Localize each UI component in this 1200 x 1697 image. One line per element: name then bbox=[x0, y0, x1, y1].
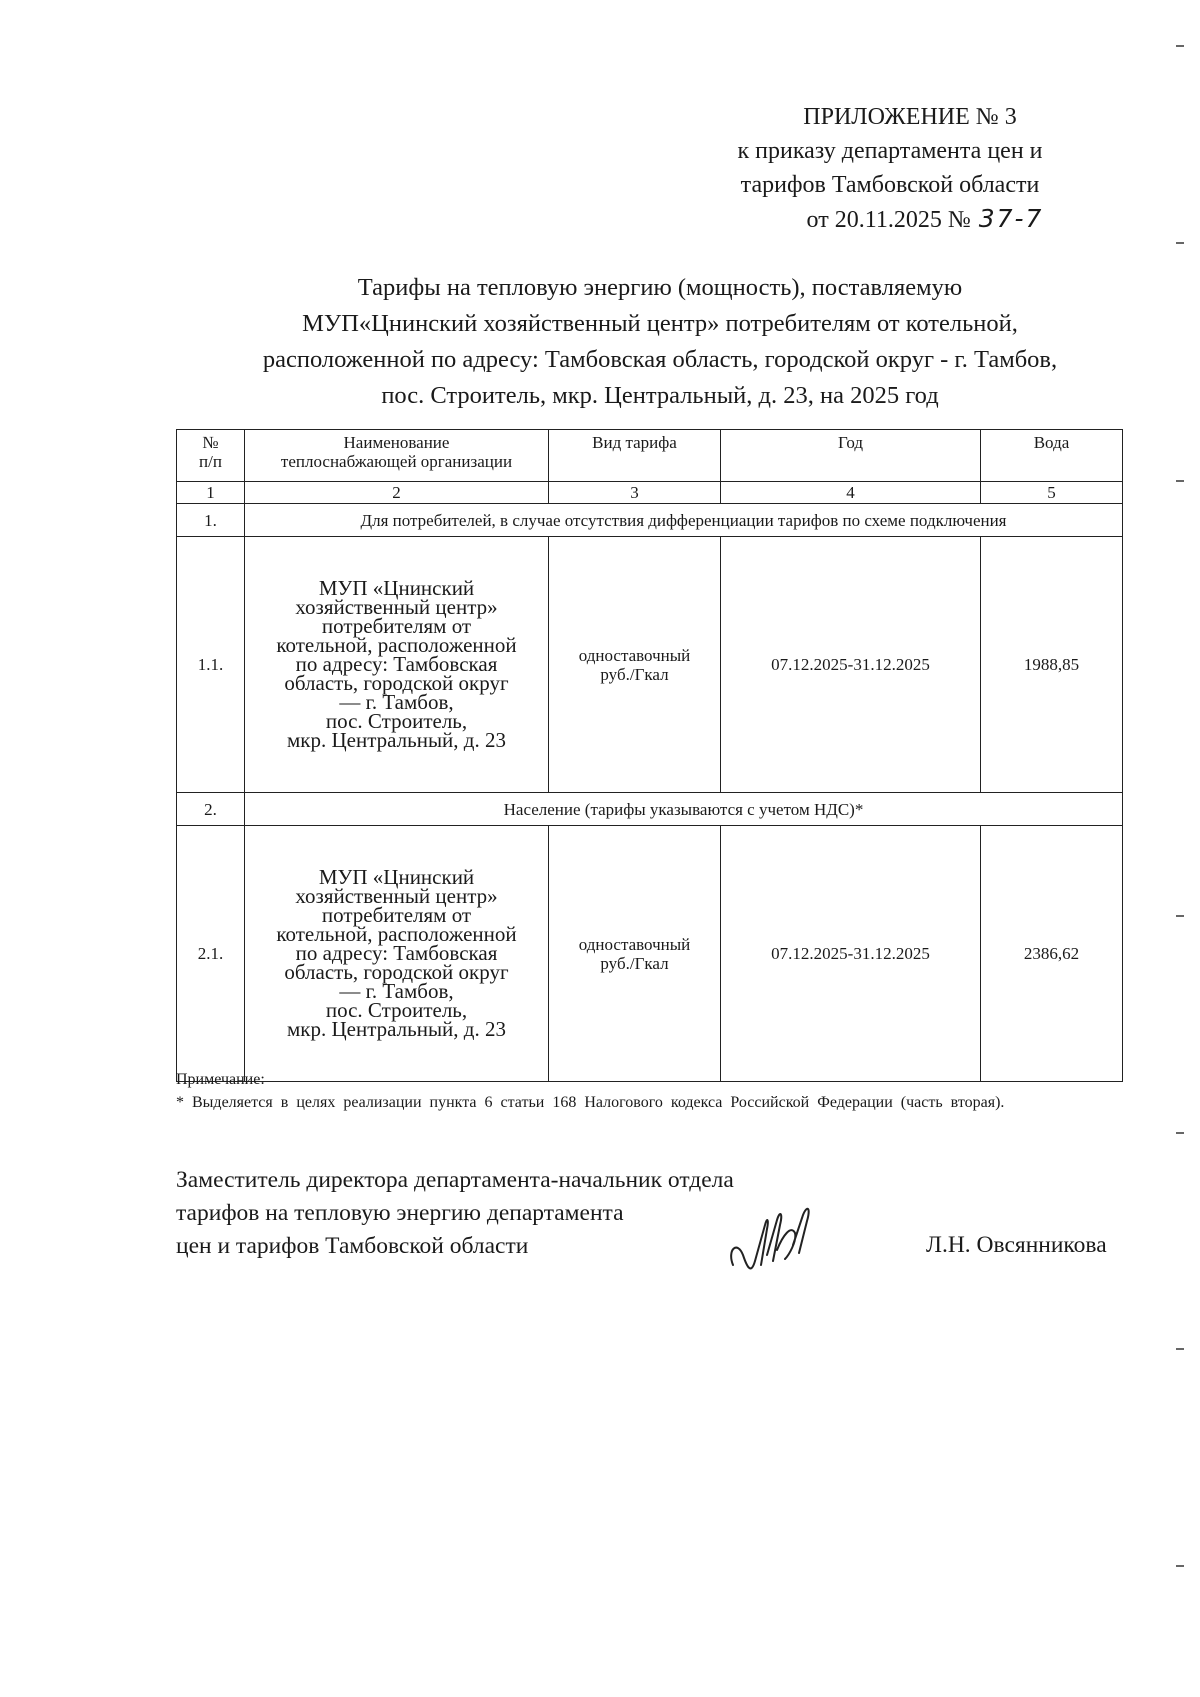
position-line-3: цен и тарифов Тамбовской области bbox=[176, 1233, 529, 1259]
tariff-type bbox=[549, 537, 721, 793]
position-line-1: Заместитель директора департамента-начальник отдела bbox=[176, 1167, 734, 1193]
table-group-row-2 bbox=[177, 793, 1123, 826]
org-line: потребителям от bbox=[321, 903, 472, 927]
org-line: хозяйственный центр» bbox=[295, 595, 498, 619]
scan-speck bbox=[1176, 45, 1184, 47]
tariff-table bbox=[176, 429, 1123, 1082]
table-row bbox=[177, 826, 1123, 1082]
org-line: хозяйственный центр» bbox=[295, 884, 498, 908]
org-line: по адресу: Тамбовская bbox=[295, 652, 498, 676]
order-number-handwritten: 37-7 bbox=[978, 204, 1044, 233]
tariff-type-line-1: одноставочный bbox=[578, 645, 691, 665]
tariff-unit: руб./Гкал bbox=[600, 664, 669, 684]
org-line: котельной, расположенной bbox=[276, 922, 517, 946]
header-value: Вода bbox=[981, 430, 1123, 482]
handwritten-signature bbox=[725, 1195, 835, 1285]
org-line: — г. Тамбов, bbox=[339, 979, 454, 1003]
order-date-text: от 20.11.2025 № bbox=[806, 207, 971, 233]
organization-name bbox=[245, 826, 549, 1082]
scan-speck bbox=[1176, 1132, 1184, 1134]
appendix-title: ПРИЛОЖЕНИЕ № 3 bbox=[803, 104, 1017, 130]
org-line: область, городской округ bbox=[284, 960, 509, 984]
group-num: 1. bbox=[177, 504, 245, 537]
org-line: — г. Тамбов, bbox=[339, 690, 454, 714]
row-num: 1.1. bbox=[177, 537, 245, 793]
table-header-row bbox=[177, 430, 1123, 482]
group-num: 2. bbox=[177, 793, 245, 826]
header-tariff-type: Вид тарифа bbox=[549, 430, 721, 482]
org-line: мкр. Центральный, д. 23 bbox=[287, 1017, 506, 1041]
organization-name bbox=[245, 537, 549, 793]
header-num-line-2: п/п bbox=[199, 452, 222, 471]
appendix-order-ref-2: тарифов Тамбовской области bbox=[740, 172, 1040, 198]
row-num: 2.1. bbox=[177, 826, 245, 1082]
tariff-period: 07.12.2025-31.12.2025 bbox=[721, 537, 981, 793]
org-line: область, городской округ bbox=[284, 671, 509, 695]
index-cell: 4 bbox=[721, 482, 981, 504]
note bbox=[176, 1068, 1160, 1114]
tariff-type bbox=[549, 826, 721, 1082]
header-year: Год bbox=[721, 430, 981, 482]
title-line-3: расположенной по адресу: Тамбовская область, городской округ - г. Тамбов, bbox=[262, 346, 1058, 373]
header-name-line-1: Наименование bbox=[343, 433, 450, 452]
signer-name: Л.Н. Овсянникова bbox=[926, 1232, 1107, 1258]
table-index-row bbox=[177, 482, 1123, 504]
scan-speck bbox=[1176, 242, 1184, 244]
header-name bbox=[245, 430, 549, 482]
note-label: Примечание: bbox=[176, 1071, 265, 1088]
tariff-type-line-1: одноставочный bbox=[578, 934, 691, 954]
title-line-2: МУП«Цнинский хозяйственный центр» потребителям от котельной, bbox=[302, 310, 1018, 337]
header-num bbox=[177, 430, 245, 482]
index-cell: 1 bbox=[177, 482, 245, 504]
org-line: пос. Строитель, bbox=[325, 998, 468, 1022]
title-line-4: пос. Строитель, мкр. Центральный, д. 23, на 2025 год bbox=[381, 382, 939, 409]
index-cell: 2 bbox=[245, 482, 549, 504]
appendix-order-ref: к приказу департамента цен и bbox=[737, 138, 1043, 164]
org-line: пос. Строитель, bbox=[325, 709, 468, 733]
header-num-line-1: № bbox=[202, 433, 219, 452]
table-group-row-1 bbox=[177, 504, 1123, 537]
index-cell: 3 bbox=[549, 482, 721, 504]
org-line: потребителям от bbox=[321, 614, 472, 638]
org-line: МУП «Цнинский bbox=[318, 865, 475, 889]
org-line: котельной, расположенной bbox=[276, 633, 517, 657]
index-cell: 5 bbox=[981, 482, 1123, 504]
header-name-line-2: теплоснабжающей организации bbox=[280, 452, 513, 471]
appendix-order-date bbox=[690, 202, 1090, 237]
tariff-value: 1988,85 bbox=[981, 537, 1123, 793]
scan-speck bbox=[1176, 1348, 1184, 1350]
document-title bbox=[190, 270, 1130, 414]
group-title: Для потребителей, в случае отсутствия дифференциации тарифов по схеме подключения bbox=[245, 504, 1123, 537]
tariff-unit: руб./Гкал bbox=[600, 953, 669, 973]
group-title: Население (тарифы указываются с учетом НДС)* bbox=[245, 793, 1123, 826]
org-line: МУП «Цнинский bbox=[318, 576, 475, 600]
title-line-1: Тарифы на тепловую энергию (мощность), поставляемую bbox=[357, 274, 963, 301]
appendix-header bbox=[690, 100, 1090, 237]
tariff-period: 07.12.2025-31.12.2025 bbox=[721, 826, 981, 1082]
org-line: мкр. Центральный, д. 23 bbox=[287, 728, 506, 752]
table-row bbox=[177, 537, 1123, 793]
note-text: * Выделяется в целях реализации пункта 6 статьи 168 Налогового кодекса Российской Федерации (часть вторая). bbox=[176, 1094, 1005, 1111]
scan-speck bbox=[1176, 915, 1184, 917]
scan-speck bbox=[1176, 1565, 1184, 1567]
tariff-value: 2386,62 bbox=[981, 826, 1123, 1082]
scan-speck bbox=[1176, 480, 1184, 482]
org-line: по адресу: Тамбовская bbox=[295, 941, 498, 965]
position-line-2: тарифов на тепловую энергию департамента bbox=[176, 1200, 624, 1226]
